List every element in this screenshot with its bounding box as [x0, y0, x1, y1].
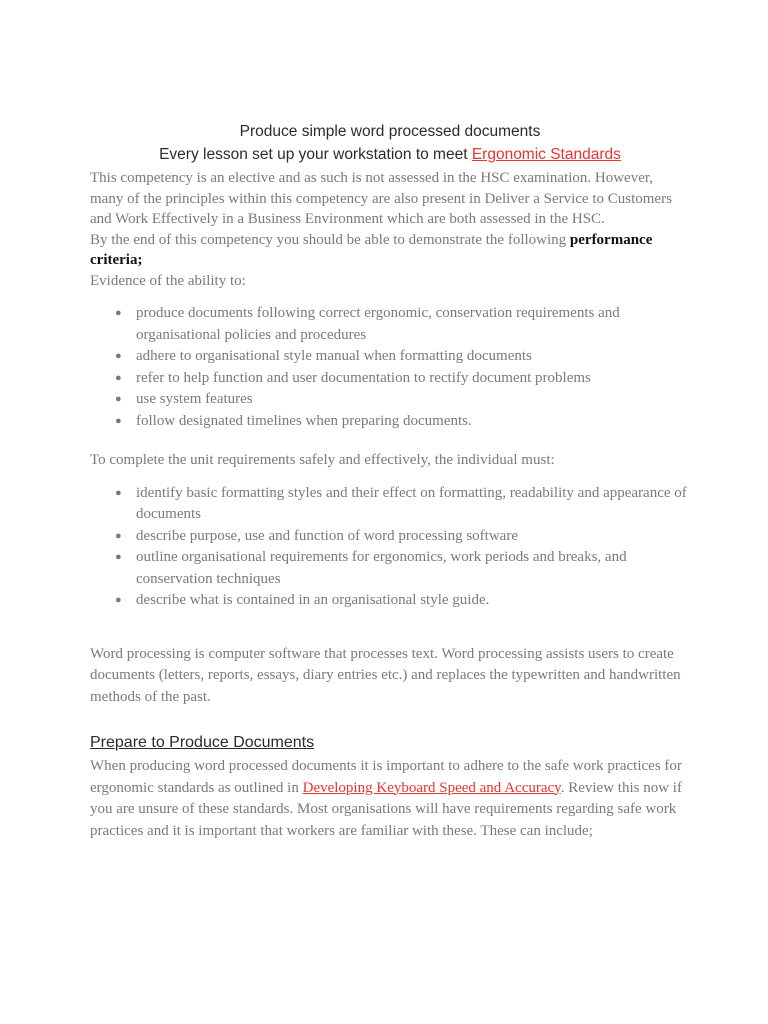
list-item	[90, 411, 690, 433]
list-item	[90, 547, 690, 590]
bullet-icon: ●	[115, 350, 122, 362]
list-item-text: identify basic formatting styles and their effect on formatting, readability and appearance of documents	[136, 484, 687, 522]
bullet-icon: ●	[115, 414, 122, 427]
list-item	[90, 303, 690, 346]
document-page	[90, 120, 690, 842]
intro-paragraph: This competency is an elective and as such is not assessed in the HSC examination. However, many of the principles within this competency are also present in Deliver a Service to Customers and Work Effectively in a Business Environment which are both assessed in the HSC.	[90, 170, 672, 227]
list-item-text: follow designated timelines when preparing documents.	[136, 412, 472, 429]
keyboard-speed-link[interactable]: Developing Keyboard Speed and Accuracy	[302, 779, 561, 796]
bullet-icon: ●	[115, 393, 122, 405]
document-title: Produce simple word processed documents	[239, 123, 541, 140]
ergonomic-standards-link[interactable]: Ergonomic Standards	[471, 146, 621, 163]
word-processing-paragraph: Word processing is computer software that processes text. Word processing assists users to create documents (letters, reports, essays, diary entries etc.) and replaces the typewritten and handwritten methods of the past.	[90, 645, 681, 705]
bullet-icon: ●	[115, 371, 122, 384]
list-item	[90, 483, 690, 526]
performance-criteria-label: performance criteria;	[90, 231, 653, 268]
list-item-text: describe what is contained in an organisational style guide.	[136, 592, 490, 608]
list-item	[90, 526, 690, 548]
bullet-icon: ●	[115, 594, 122, 606]
list-item-text: refer to help function and user documentation to rectify document problems	[136, 369, 591, 386]
document-subtitle: Every lesson set up your workstation to meet Ergonomic Standards	[159, 146, 621, 163]
section-heading: Prepare to Produce Documents	[90, 734, 315, 751]
criteria-list	[90, 303, 690, 432]
section-paragraph: When producing word processed documents it is important to adhere to the safe work practices for ergonomic standards as outlined in Developing Keyboard Speed and Accuracy. Review this now if you are unsure of these standards. Most organisations will have requirements regarding safe work practices and it is important that workers are familiar with these. These can include;	[90, 758, 682, 839]
bullet-icon: ●	[115, 486, 122, 499]
list-item	[90, 346, 690, 368]
list-item-text: outline organisational requirements for ergonomics, work periods and breaks, and conservation techniques	[136, 549, 627, 587]
list-item-text: describe purpose, use and function of word processing software	[136, 527, 518, 544]
list-item-text: use system features	[136, 391, 253, 407]
bullet-icon: ●	[115, 529, 122, 542]
list-item	[90, 368, 690, 390]
list-item	[90, 590, 690, 612]
bullet-icon: ●	[115, 551, 122, 563]
bullet-icon: ●	[115, 307, 122, 319]
list-item	[90, 389, 690, 411]
requirements-list	[90, 483, 690, 612]
evidence-paragraph: Evidence of the ability to:	[90, 272, 246, 289]
performance-criteria-paragraph: By the end of this competency you should be able to demonstrate the following performance criteria;	[90, 231, 653, 268]
requirements-intro: To complete the unit requirements safely and effectively, the individual must:	[90, 452, 555, 468]
list-item-text: adhere to organisational style manual when formatting documents	[136, 348, 532, 364]
list-item-text: produce documents following correct ergonomic, conservation requirements and organisational policies and procedures	[136, 305, 620, 343]
